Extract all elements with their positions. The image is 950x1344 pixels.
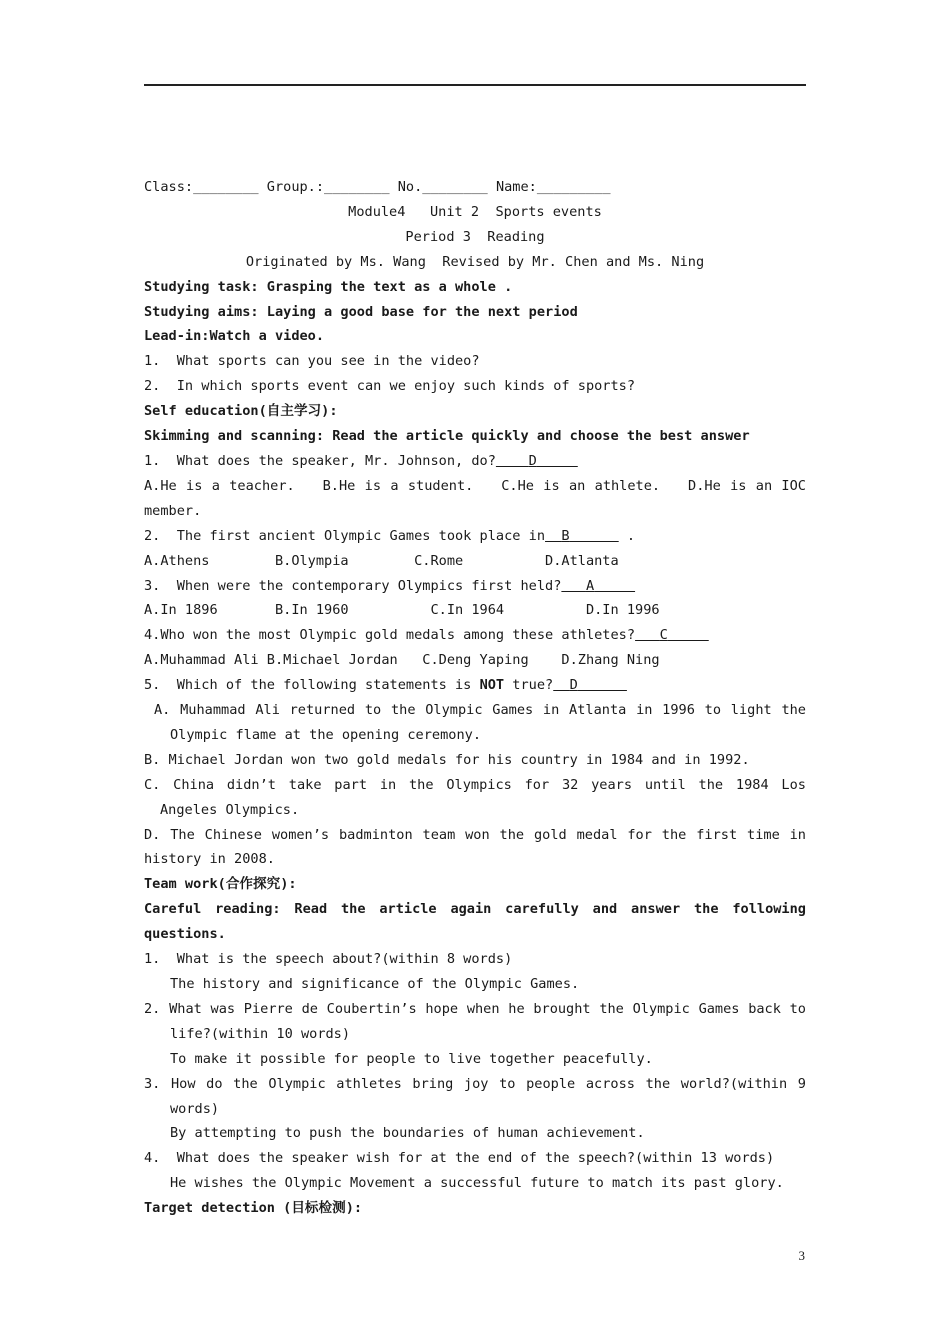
skimming-instruction: Skimming and scanning: Read the article quickly and choose the best answer bbox=[144, 428, 750, 445]
team-answer-2: To make it possible for people to live together peacefully. bbox=[170, 1050, 653, 1067]
worksheet-body bbox=[144, 175, 815, 1221]
credits-line: Originated by Ms. Wang Revised by Mr. Chen and Ms. Ning bbox=[245, 253, 705, 270]
mc-question-3-text: 3. When were the contemporary Olympics first held? bbox=[144, 577, 562, 594]
name-field[interactable]: Name:_________ bbox=[495, 179, 611, 195]
team-answer-3: By attempting to push the boundaries of human achievement. bbox=[170, 1125, 645, 1142]
mc-question-2: 2. The first ancient Olympic Games took place in B . bbox=[144, 527, 636, 544]
mc-answer-4[interactable]: C bbox=[659, 627, 668, 644]
mc-question-1 bbox=[144, 449, 806, 474]
team-answer-4: He wishes the Olympic Movement a successful future to match its past glory. bbox=[170, 1175, 784, 1192]
mc-question-2-text: 2. The first ancient Olympic Games took place in bbox=[144, 527, 546, 544]
mc-question-5 bbox=[144, 673, 806, 698]
statement-d: D. The Chinese women’s badminton team won the gold medal for the first time in history in 2008. bbox=[144, 826, 806, 868]
studying-aims: Studying aims: Laying a good base for the next period bbox=[144, 303, 578, 320]
mc-question-5-suffix: true? bbox=[504, 677, 554, 694]
self-education-heading: Self education(自主学习): bbox=[144, 403, 338, 420]
mc-answer-3[interactable]: A bbox=[585, 577, 595, 594]
mc-options-1: A.He is a teacher. B.He is a student. C.He is an athlete. D.He is an IOC member. bbox=[144, 477, 815, 519]
mc-options-2: A.Athens B.Olympia C.Rome D.Atlanta bbox=[144, 552, 619, 569]
mc-options-3: A.In 1896 B.In 1960 C.In 1964 D.In 1996 bbox=[144, 602, 660, 619]
team-question-2: 2. What was Pierre de Coubertin’s hope when he brought the Olympic Games back to life?(within 10 words) bbox=[144, 1000, 806, 1042]
team-question-4: 4. What does the speaker wish for at the end of the speech?(within 13 words) bbox=[144, 1150, 775, 1167]
careful-reading-instruction: Careful reading: Read the article again carefully and answer the following questions. bbox=[144, 901, 806, 943]
statement-a: A. Muhammad Ali returned to the Olympic Games in Atlanta in 1996 to light the Olympic flame at the opening ceremony. bbox=[154, 702, 806, 743]
mc-question-1-text: 1. What does the speaker, Mr. Johnson, do? bbox=[144, 452, 496, 469]
page-number: 3 bbox=[798, 1248, 805, 1263]
team-answer-1: The history and significance of the Olympic Games. bbox=[170, 976, 580, 992]
mc-answer-5[interactable]: D bbox=[569, 677, 578, 694]
not-emphasis: NOT bbox=[479, 677, 505, 694]
target-detection-heading: Target detection (目标检测): bbox=[144, 1200, 363, 1217]
statement-b: B. Michael Jordan won two gold medals for his country in 1984 and in 1992. bbox=[144, 751, 750, 768]
lead-in-heading: Lead-in:Watch a video. bbox=[144, 328, 325, 345]
mc-answer-2[interactable]: B bbox=[561, 527, 570, 544]
studying-task: Studying task: Grasping the text as a whole . bbox=[144, 278, 513, 295]
header-rule bbox=[144, 84, 806, 86]
mc-question-4-text: 4.Who won the most Olympic gold medals among these athletes? bbox=[144, 627, 636, 644]
student-info-line bbox=[144, 175, 806, 200]
module-title: Module4 Unit 2 Sports events bbox=[348, 203, 602, 220]
statement-c: C. China didn’t take part in the Olympics for 32 years until the 1984 Los Angeles Olympics. bbox=[144, 776, 806, 818]
lead-in-question-1: 1. What sports can you see in the video? bbox=[144, 353, 480, 370]
team-question-1: 1. What is the speech about?(within 8 words) bbox=[144, 951, 513, 968]
mc-question-3 bbox=[144, 574, 806, 599]
team-work-heading: Team work(合作探究): bbox=[144, 876, 297, 893]
team-question-3: 3. How do the Olympic athletes bring joy to people across the world?(within 9 words) bbox=[144, 1075, 806, 1117]
mc-options-4: A.Muhammad Ali B.Michael Jordan C.Deng Yaping D.Zhang Ning bbox=[144, 652, 660, 669]
group-field[interactable]: Group.:________ bbox=[266, 179, 390, 195]
mc-question-4 bbox=[144, 623, 806, 648]
mc-answer-1[interactable]: D bbox=[528, 452, 537, 469]
class-field[interactable]: Class:________ bbox=[144, 179, 259, 195]
period-title: Period 3 Reading bbox=[405, 228, 545, 245]
mc-question-5-text: 5. Which of the following statements is bbox=[144, 677, 480, 694]
number-field[interactable]: No.________ bbox=[397, 179, 488, 195]
lead-in-question-2: 2. In which sports event can we enjoy such kinds of sports? bbox=[144, 378, 636, 395]
